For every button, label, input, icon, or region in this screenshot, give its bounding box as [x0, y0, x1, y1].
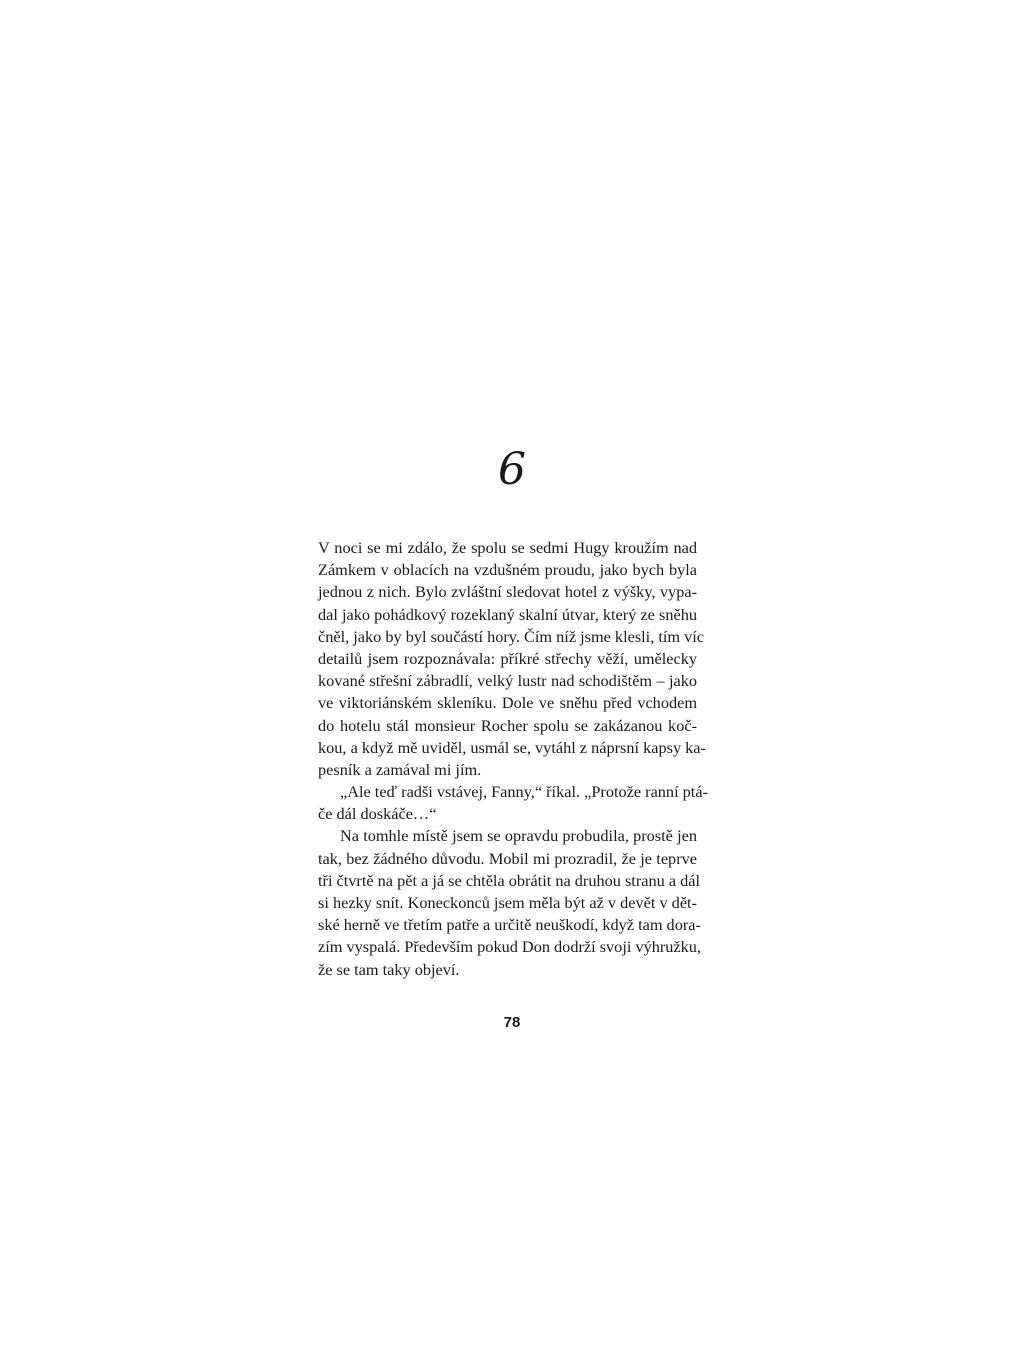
text-line: tak, bez žádného důvodu. Mobil mi prozradil, že je teprve [318, 848, 697, 868]
text-line: jednou z nich. Bylo zvláštní sledovat hotel z výšky, vypa- [318, 582, 697, 602]
text-line: kou, a když mě uviděl, usmál se, vytáhl z náprsní kapsy ka- [318, 737, 706, 757]
text-line: ve viktoriánském skleníku. Dole ve sněhu před vchodem [318, 693, 697, 713]
text-line: zím vyspalá. Především pokud Don dodrží svoji výhružku, [318, 937, 702, 957]
text-line: detailů jsem rozpoznávala: příkré střechy věží, umělecky [318, 648, 697, 668]
text-line: ské herně ve třetím patře a určitě neuškodí, když tam dora- [318, 915, 701, 935]
text-line: če dál doskáče…“ [318, 804, 437, 824]
text-line: tři čtvrtě na pět a já se chtěla obrátit na druhou stranu a dál [318, 870, 701, 890]
page-number: 78 [503, 1014, 521, 1031]
text-line: pesník a zamával mi jím. [318, 759, 482, 779]
chapter-text [318, 537, 708, 981]
text-line: Zámkem v oblacích na vzdušném proudu, jako bych byla [318, 560, 697, 580]
text-line: do hotelu stál monsieur Rocher spolu se zakázanou koč- [318, 715, 697, 735]
text-line: dal jako pohádkový rozeklaný skalní útvar, který ze sněhu [318, 604, 697, 624]
text-line: „Ale teď radši vstávej, Fanny,“ říkal. „Protože ranní ptá- [340, 782, 708, 802]
text-line: V noci se mi zdálo, že spolu se sedmi Hugy kroužím nad [318, 538, 697, 557]
text-line: si hezky snít. Koneckonců jsem měla být až v devět v dět- [318, 893, 697, 912]
chapter-number: 6 [498, 444, 526, 495]
text-line: že se tam taky objeví. [318, 959, 460, 979]
text-line: kované střešní zábradlí, velký lustr nad schodištěm – jako [318, 671, 697, 691]
text-line: čněl, jako by byl součástí hory. Čím níž jsme klesli, tím víc [318, 626, 705, 646]
text-line: Na tomhle místě jsem se opravdu probudila, prostě jen [340, 826, 697, 846]
